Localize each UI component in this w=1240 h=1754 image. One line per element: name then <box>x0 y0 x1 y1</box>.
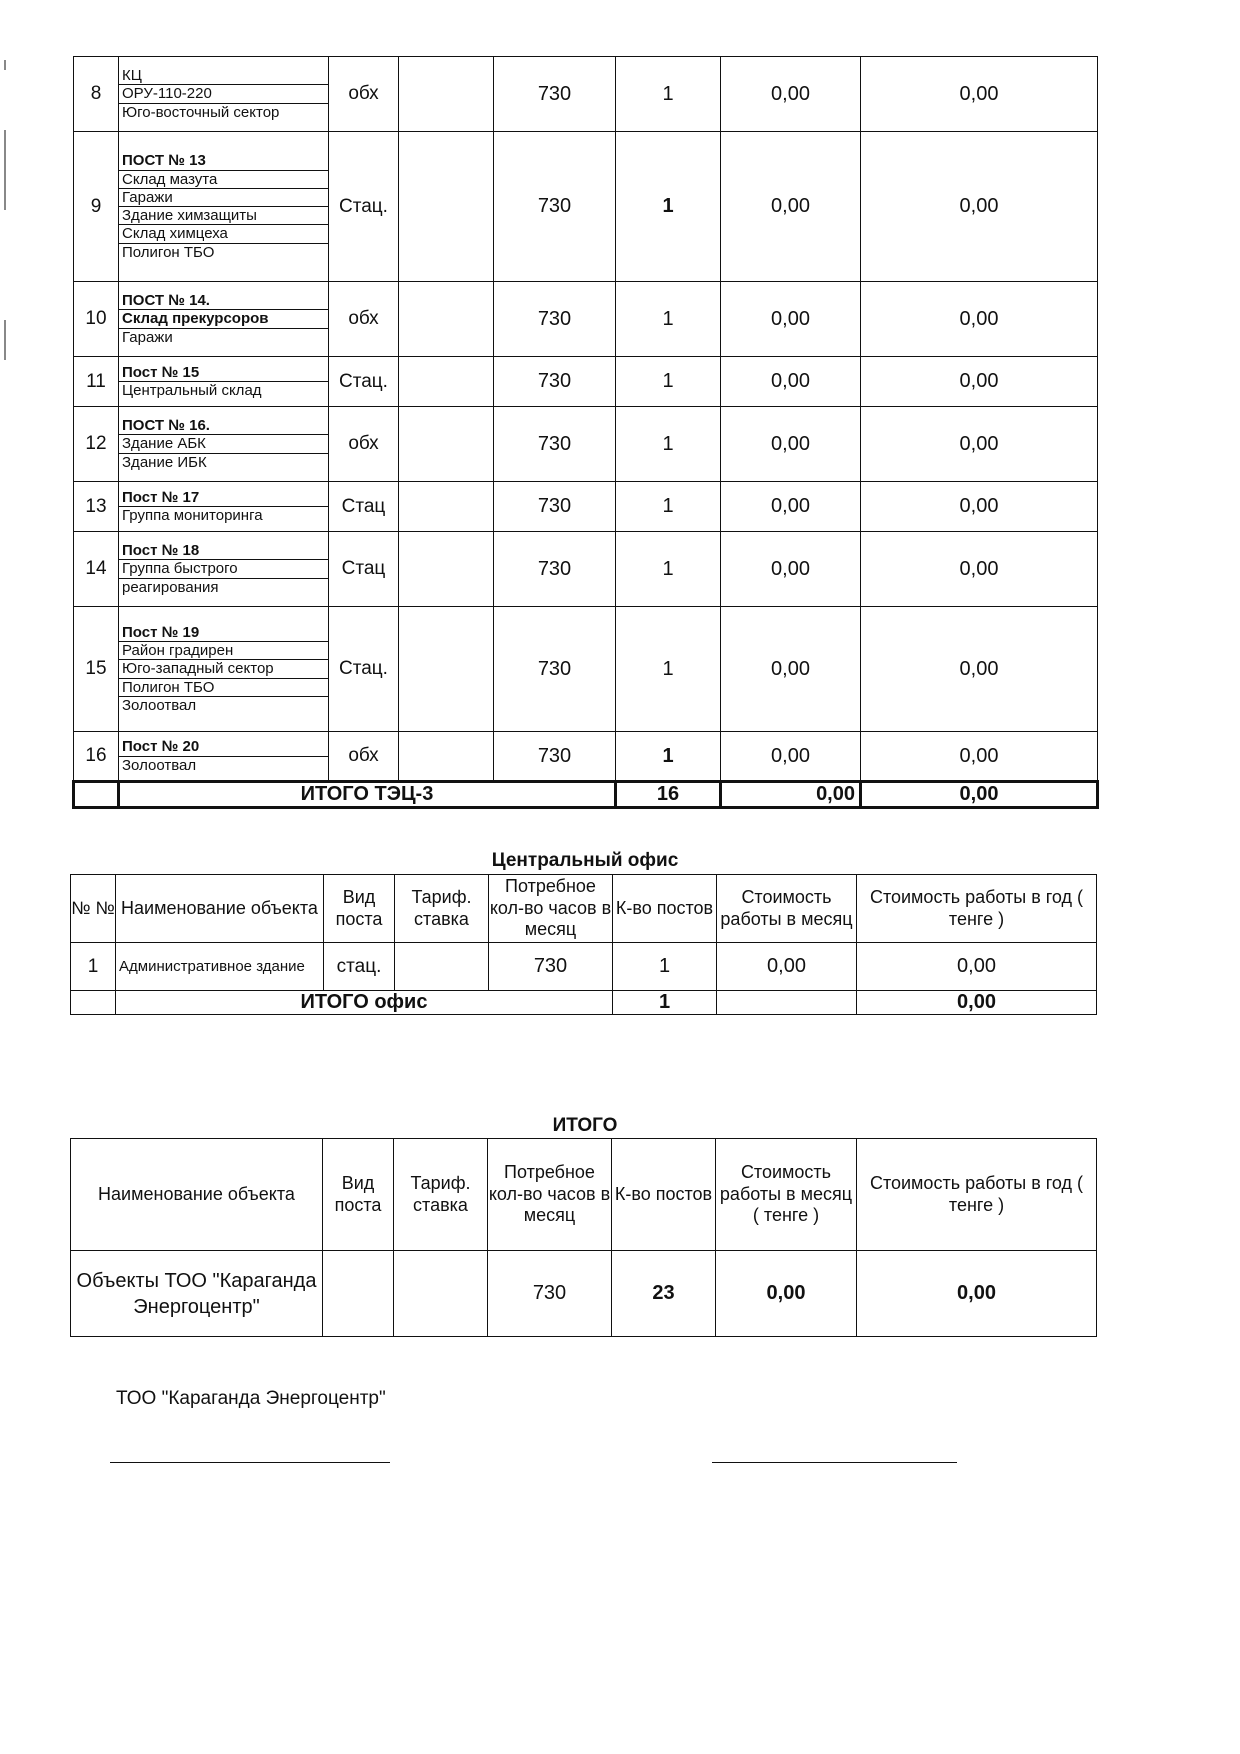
row-hours: 730 <box>494 607 616 732</box>
object-name: Центральный склад <box>122 382 262 399</box>
object-name: КЦ <box>119 67 328 85</box>
object-list <box>119 482 329 532</box>
row-no: 16 <box>74 732 119 782</box>
object-list <box>119 357 329 407</box>
object-name: Гаражи <box>119 188 328 206</box>
row-month-cost: 0,00 <box>721 732 861 782</box>
object-name: Склад прекурсоров <box>119 310 328 328</box>
object-list <box>119 57 329 132</box>
row-no: 11 <box>74 357 119 407</box>
row-rate <box>399 532 494 607</box>
scan-edge-mark <box>4 130 6 210</box>
row-year-cost: 0,00 <box>861 407 1098 482</box>
row-no: 1 <box>71 943 116 991</box>
table-row <box>74 532 1098 607</box>
object-name: Золоотвал <box>122 696 197 714</box>
signature-line-right <box>712 1462 957 1463</box>
row-no: 9 <box>74 132 119 282</box>
object-name: Здание АБК <box>119 435 328 453</box>
header-month-cost: Стоимость работы в месяц <box>717 875 857 943</box>
row-no: 12 <box>74 407 119 482</box>
header-rate: Тариф. ставка <box>395 875 489 943</box>
main-table <box>72 56 1099 809</box>
header-no: № № <box>71 875 116 943</box>
table-row <box>74 282 1098 357</box>
object-name: Склад мазута <box>119 170 328 188</box>
office-total-label: ИТОГО офис <box>116 991 613 1015</box>
total-label: ИТОГО ТЭЦ-3 <box>119 782 616 808</box>
row-rate <box>399 57 494 132</box>
row-hours: 730 <box>494 482 616 532</box>
office-total-posts: 1 <box>613 991 717 1015</box>
summary-header-type: Вид поста <box>323 1139 394 1251</box>
summary-header-rate: Тариф. ставка <box>394 1139 488 1251</box>
object-list <box>119 732 329 782</box>
row-type: Стац. <box>329 607 399 732</box>
office-total-month <box>717 991 857 1015</box>
row-type: Стац. <box>329 132 399 282</box>
row-month-cost: 0,00 <box>721 532 861 607</box>
row-hours: 730 <box>494 357 616 407</box>
summary-title: ИТОГО <box>552 1115 618 1136</box>
summary-row-hours: 730 <box>488 1251 612 1337</box>
row-no: 14 <box>74 532 119 607</box>
table-row <box>74 132 1098 282</box>
row-rate <box>399 282 494 357</box>
object-name: Полигон ТБО <box>122 243 215 261</box>
object-list <box>119 282 329 357</box>
object-name: Район градирен <box>119 642 328 660</box>
object-name: Пост № 19 <box>119 624 328 642</box>
object-name: Юго-восточный сектор <box>122 103 280 121</box>
total-blank <box>71 991 116 1015</box>
row-rate <box>399 607 494 732</box>
row-posts: 1 <box>616 357 721 407</box>
object-name: Здание химзащиты <box>119 207 328 225</box>
object-name: ПОСТ № 16. <box>119 417 328 435</box>
table-row <box>74 732 1098 782</box>
row-type: обх <box>329 407 399 482</box>
row-posts: 1 <box>613 943 717 991</box>
row-no: 8 <box>74 57 119 132</box>
header-posts: К-во постов <box>613 875 717 943</box>
row-rate <box>399 407 494 482</box>
row-type: Стац <box>329 532 399 607</box>
row-month-cost: 0,00 <box>721 482 861 532</box>
total-month-cost: 0,00 <box>721 782 861 808</box>
header-year-cost: Стоимость работы в год ( тенге ) <box>857 875 1097 943</box>
row-year-cost: 0,00 <box>861 482 1098 532</box>
row-no: 13 <box>74 482 119 532</box>
row-no: 15 <box>74 607 119 732</box>
row-hours: 730 <box>494 532 616 607</box>
row-no: 10 <box>74 282 119 357</box>
row-year-cost: 0,00 <box>857 943 1097 991</box>
row-type: обх <box>329 57 399 132</box>
row-rate <box>399 357 494 407</box>
row-rate <box>399 732 494 782</box>
summary-row-year-cost: 0,00 <box>857 1251 1097 1337</box>
office-total-year: 0,00 <box>857 991 1097 1015</box>
row-rate <box>395 943 489 991</box>
signature-line-left <box>110 1462 390 1463</box>
object-name: ПОСТ № 13 <box>119 152 328 170</box>
row-month-cost: 0,00 <box>717 943 857 991</box>
row-year-cost: 0,00 <box>861 607 1098 732</box>
object-name: ОРУ-110-220 <box>119 85 328 103</box>
summary-row-month-cost: 0,00 <box>716 1251 857 1337</box>
object-name: Золоотвал <box>122 756 197 774</box>
row-year-cost: 0,00 <box>861 282 1098 357</box>
object-list <box>119 532 329 607</box>
header-hours: Потребное кол-во часов в месяц <box>489 875 613 943</box>
summary-table <box>70 1138 1097 1337</box>
office-table <box>70 874 1097 1015</box>
object-name: Группа мониторинга <box>122 507 263 524</box>
row-month-cost: 0,00 <box>721 407 861 482</box>
row-type: обх <box>329 282 399 357</box>
summary-header-month-cost: Стоимость работы в месяц ( тенге ) <box>716 1139 857 1251</box>
row-type: Стац <box>329 482 399 532</box>
summary-row-type <box>323 1251 394 1337</box>
object-name: Гаражи <box>122 328 173 346</box>
row-posts: 1 <box>616 732 721 782</box>
row-posts: 1 <box>616 482 721 532</box>
object-name: Юго-западный сектор <box>119 660 328 678</box>
summary-header-name: Наименование объекта <box>71 1139 323 1251</box>
company-name: ТОО "Караганда Энергоцентр" <box>116 1388 386 1409</box>
object-name: Пост № 18 <box>119 542 328 560</box>
summary-row-posts: 23 <box>612 1251 716 1337</box>
row-posts: 1 <box>616 132 721 282</box>
summary-header-posts: К-во постов <box>612 1139 716 1251</box>
row-month-cost: 0,00 <box>721 607 861 732</box>
table-row <box>74 57 1098 132</box>
object-name: Группа быстрого <box>119 560 328 578</box>
summary-row-name: Объекты ТОО "Караганда Энергоцентр" <box>71 1251 323 1337</box>
summary-header-hours: Потребное кол-во часов в месяц <box>488 1139 612 1251</box>
row-year-cost: 0,00 <box>861 532 1098 607</box>
summary-row-rate <box>394 1251 488 1337</box>
object-name: Полигон ТБО <box>119 678 328 696</box>
row-rate <box>399 132 494 282</box>
object-name: Склад химцеха <box>119 225 328 243</box>
row-posts: 1 <box>616 57 721 132</box>
object-name: Пост № 17 <box>119 489 328 507</box>
row-year-cost: 0,00 <box>861 132 1098 282</box>
total-row <box>74 782 1098 808</box>
row-year-cost: 0,00 <box>861 357 1098 407</box>
object-name: Здание ИБК <box>122 453 207 471</box>
row-type: Стац. <box>329 357 399 407</box>
row-month-cost: 0,00 <box>721 357 861 407</box>
row-year-cost: 0,00 <box>861 57 1098 132</box>
row-hours: 730 <box>494 282 616 357</box>
object-list <box>119 607 329 732</box>
row-posts: 1 <box>616 607 721 732</box>
scan-edge-mark <box>4 320 6 360</box>
row-month-cost: 0,00 <box>721 282 861 357</box>
total-blank <box>74 782 119 808</box>
row-year-cost: 0,00 <box>861 732 1098 782</box>
row-name: Административное здание <box>116 943 324 991</box>
total-year-cost: 0,00 <box>861 782 1098 808</box>
office-title: Центральный офис <box>491 850 679 871</box>
table-row <box>74 407 1098 482</box>
row-month-cost: 0,00 <box>721 57 861 132</box>
table-row <box>74 482 1098 532</box>
row-hours: 730 <box>494 57 616 132</box>
row-hours: 730 <box>494 132 616 282</box>
row-hours: 730 <box>494 407 616 482</box>
row-posts: 1 <box>616 407 721 482</box>
header-name: Наименование объекта <box>116 875 324 943</box>
scan-edge-mark <box>4 60 6 70</box>
object-list <box>119 132 329 282</box>
row-posts: 1 <box>616 282 721 357</box>
object-name: ПОСТ № 14. <box>119 292 328 310</box>
object-name: реагирования <box>122 578 219 596</box>
row-type: обх <box>329 732 399 782</box>
row-month-cost: 0,00 <box>721 132 861 282</box>
table-row <box>74 607 1098 732</box>
total-posts: 16 <box>616 782 721 808</box>
row-rate <box>399 482 494 532</box>
object-list <box>119 407 329 482</box>
table-row <box>74 357 1098 407</box>
object-name: Пост № 15 <box>119 364 328 382</box>
object-name: Пост № 20 <box>119 738 328 756</box>
row-posts: 1 <box>616 532 721 607</box>
row-type: стац. <box>324 943 395 991</box>
row-hours: 730 <box>494 732 616 782</box>
row-hours: 730 <box>489 943 613 991</box>
summary-header-year-cost: Стоимость работы в год ( тенге ) <box>857 1139 1097 1251</box>
header-type: Вид поста <box>324 875 395 943</box>
